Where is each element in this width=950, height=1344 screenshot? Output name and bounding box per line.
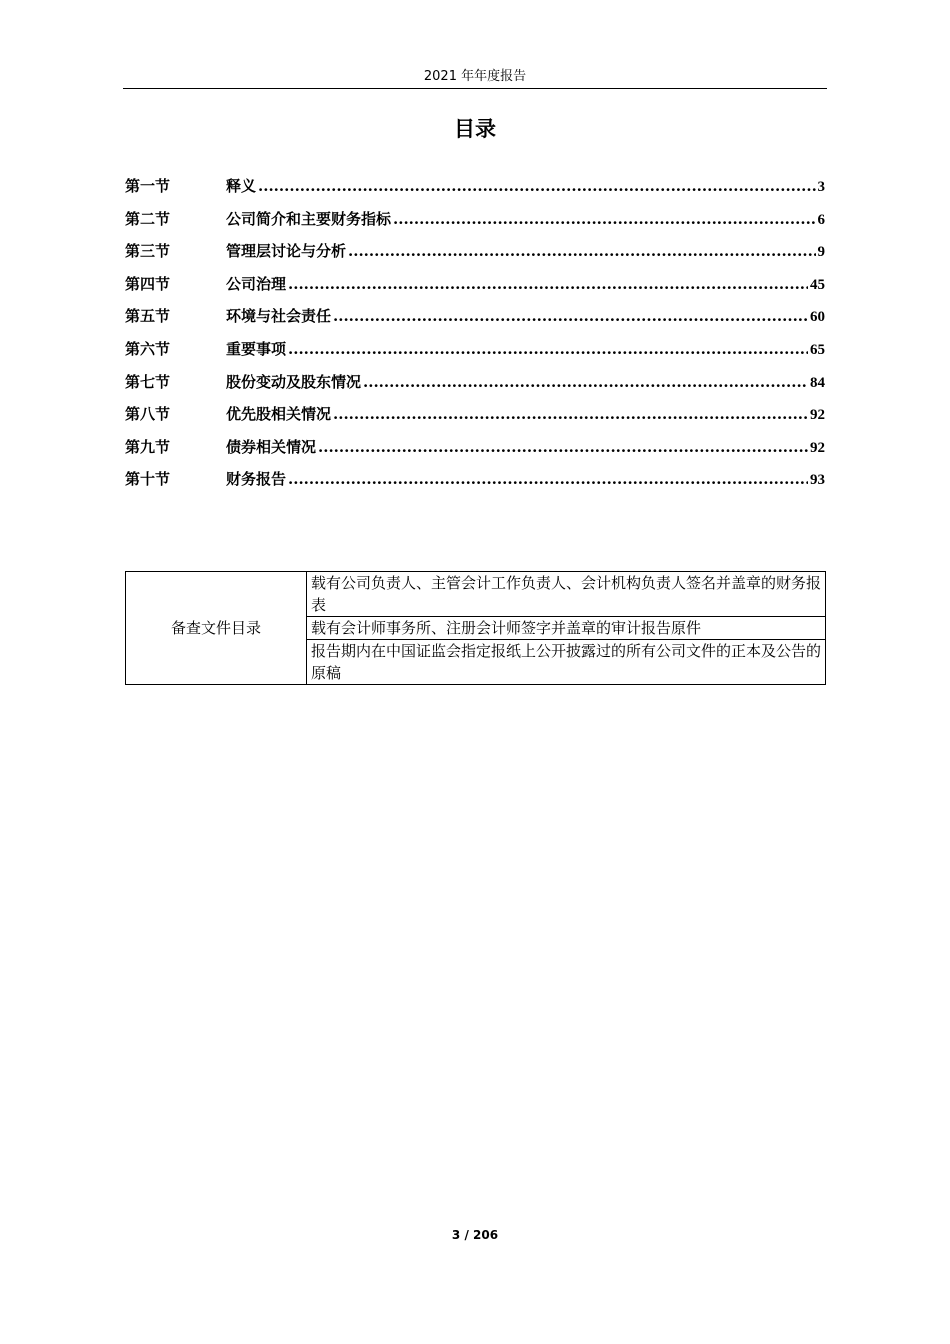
toc-section-title: 财务报告 [226,470,287,489]
toc-section-number: 第二节 [125,209,171,228]
table-row [126,572,826,617]
toc-dot-leader [288,333,808,366]
page-number: 3 / 206 [451,1228,499,1242]
toc-section-number: 第七节 [125,372,171,391]
toc-page-number: 9 [817,244,825,261]
toc-section-number: 第四节 [125,274,171,293]
toc-entry-10[interactable] [125,463,825,496]
toc-entry-8[interactable] [125,398,825,431]
toc-section-title: 股份变动及股东情况 [226,372,362,391]
table-of-contents [125,170,825,496]
toc-entry-9[interactable] [125,431,825,464]
toc-entry-1[interactable] [125,170,825,203]
reference-document-item: 载有公司负责人、主管会计工作负责人、会计机构负责人签名并盖章的财务报表 [307,572,826,617]
toc-section-number: 第十节 [125,470,171,489]
toc-section-title: 公司简介和主要财务指标 [226,209,392,228]
toc-entry-7[interactable] [125,366,825,399]
toc-section-title: 公司治理 [226,274,287,293]
toc-section-number: 第九节 [125,437,171,456]
toc-section-title: 环境与社会责任 [226,307,332,326]
toc-entry-5[interactable] [125,300,825,333]
report-title: 2021 年年度报告 [423,69,527,84]
toc-page-number: 65 [810,341,825,358]
toc-section-title: 重要事项 [226,339,287,358]
toc-page-number: 93 [810,472,825,489]
toc-title: 目录 [454,117,496,141]
toc-section-title: 优先股相关情况 [226,405,332,424]
page-header [123,66,827,89]
toc-entry-4[interactable] [125,268,825,301]
toc-page-number: 60 [810,309,825,326]
reference-documents-label: 备查文件目录 [126,572,307,685]
toc-dot-leader [318,431,808,464]
toc-entry-3[interactable] [125,235,825,268]
toc-section-title: 管理层讨论与分析 [226,242,347,261]
toc-dot-leader [333,300,808,333]
toc-page-number: 92 [810,439,825,456]
toc-section-title: 债券相关情况 [226,437,317,456]
toc-section-title: 释义 [226,177,257,195]
toc-page-number: 3 [817,179,825,195]
toc-dot-leader [333,398,808,431]
toc-dot-leader [348,235,815,268]
toc-section-number: 第三节 [125,242,171,261]
toc-dot-leader [363,366,808,399]
reference-document-item: 报告期内在中国证监会指定报纸上公开披露过的所有公司文件的正本及公告的原稿 [307,640,826,685]
toc-entry-2[interactable] [125,203,825,236]
toc-dot-leader [393,203,815,236]
toc-page-number: 92 [810,407,825,424]
toc-dot-leader [258,170,815,203]
toc-section-number: 第一节 [125,177,171,195]
toc-section-number: 第五节 [125,307,171,326]
toc-dot-leader [288,463,808,496]
toc-dot-leader [288,268,808,301]
toc-page-number: 6 [817,211,825,228]
toc-page-number: 45 [810,276,825,293]
toc-entry-6[interactable] [125,333,825,366]
toc-page-number: 84 [810,374,825,391]
reference-document-item: 载有会计师事务所、注册会计师签字并盖章的审计报告原件 [307,617,826,640]
reference-documents-table [125,571,826,685]
toc-section-number: 第六节 [125,339,171,358]
toc-section-number: 第八节 [125,405,171,424]
